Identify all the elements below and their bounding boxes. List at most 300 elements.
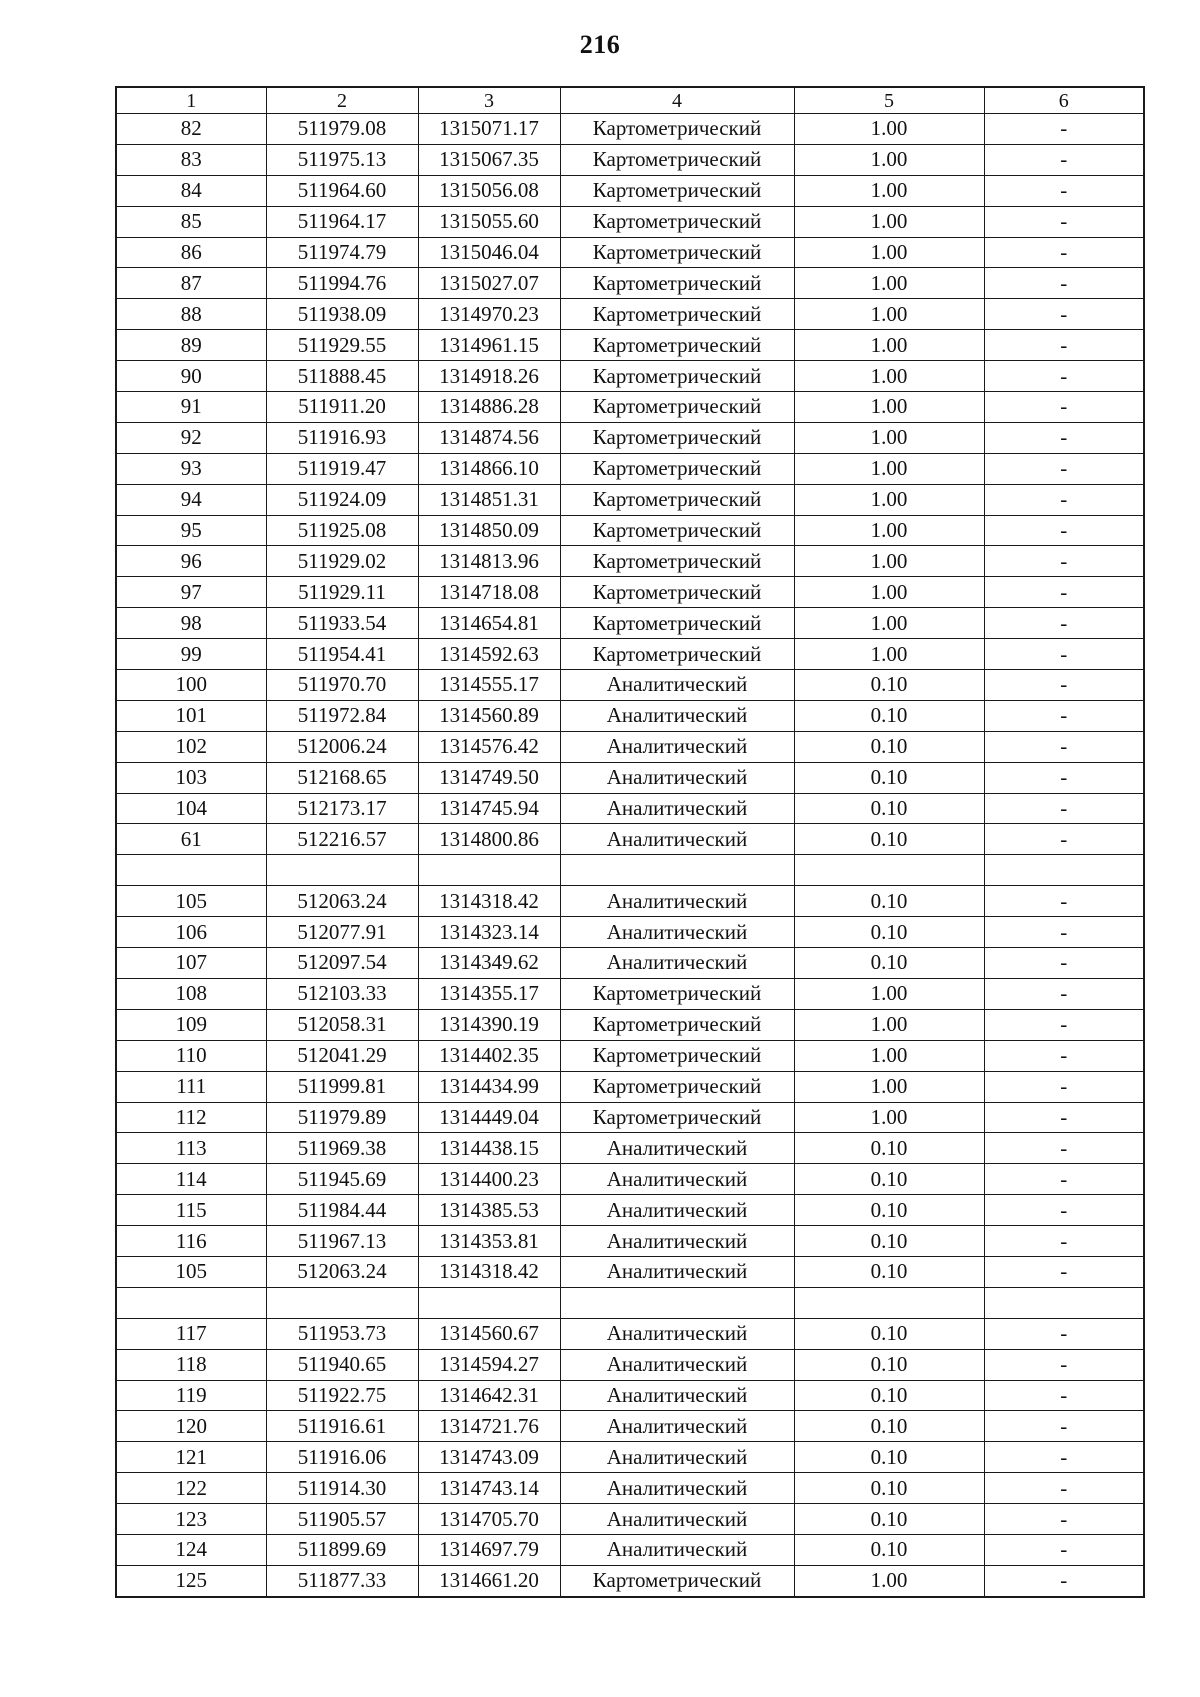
x-coordinate-cell: 512173.17: [266, 793, 418, 824]
accuracy-cell: 0.10: [794, 1164, 984, 1195]
point-number-cell: 99: [116, 639, 266, 670]
point-number-cell: 108: [116, 978, 266, 1009]
method-cell: Аналитический: [560, 1473, 794, 1504]
x-coordinate-cell: 511911.20: [266, 392, 418, 423]
table-row: [116, 484, 1144, 515]
point-number-cell: 125: [116, 1565, 266, 1596]
table-row: [116, 1349, 1144, 1380]
y-coordinate-cell: 1314642.31: [418, 1380, 560, 1411]
x-coordinate-cell: 512168.65: [266, 762, 418, 793]
point-number-cell: [116, 855, 266, 886]
x-coordinate-cell: 511972.84: [266, 700, 418, 731]
point-number-cell: 110: [116, 1040, 266, 1071]
accuracy-cell: 1.00: [794, 268, 984, 299]
point-number-cell: 82: [116, 114, 266, 145]
table-row: [116, 731, 1144, 762]
method-cell: Аналитический: [560, 1226, 794, 1257]
y-coordinate-cell: 1314874.56: [418, 422, 560, 453]
note-cell: -: [984, 1226, 1144, 1257]
note-cell: -: [984, 639, 1144, 670]
note-cell: -: [984, 1256, 1144, 1287]
accuracy-cell: 1.00: [794, 206, 984, 237]
x-coordinate-cell: 511979.89: [266, 1102, 418, 1133]
table-row: [116, 917, 1144, 948]
table-row: [116, 114, 1144, 145]
method-cell: Картометрический: [560, 175, 794, 206]
table-row: [116, 392, 1144, 423]
table-row: [116, 824, 1144, 855]
note-cell: -: [984, 700, 1144, 731]
note-cell: -: [984, 948, 1144, 979]
accuracy-cell: 1.00: [794, 453, 984, 484]
note-cell: -: [984, 978, 1144, 1009]
note-cell: -: [984, 175, 1144, 206]
accuracy-cell: 0.10: [794, 700, 984, 731]
accuracy-cell: 0.10: [794, 1349, 984, 1380]
y-coordinate-cell: [418, 855, 560, 886]
point-number-cell: [116, 1287, 266, 1318]
accuracy-cell: 1.00: [794, 237, 984, 268]
accuracy-cell: 1.00: [794, 175, 984, 206]
table-row: [116, 299, 1144, 330]
point-number-cell: 97: [116, 577, 266, 608]
x-coordinate-cell: 512063.24: [266, 1256, 418, 1287]
y-coordinate-cell: 1314385.53: [418, 1195, 560, 1226]
method-cell: Аналитический: [560, 1164, 794, 1195]
table-row: [116, 793, 1144, 824]
note-cell: -: [984, 1195, 1144, 1226]
note-cell: -: [984, 1411, 1144, 1442]
note-cell: -: [984, 1318, 1144, 1349]
x-coordinate-cell: 511916.06: [266, 1442, 418, 1473]
point-number-cell: 103: [116, 762, 266, 793]
accuracy-cell: 1.00: [794, 1009, 984, 1040]
table-row: [116, 1133, 1144, 1164]
table-row: [116, 1102, 1144, 1133]
y-coordinate-cell: 1315071.17: [418, 114, 560, 145]
x-coordinate-cell: 511970.70: [266, 670, 418, 701]
note-cell: -: [984, 237, 1144, 268]
note-cell: -: [984, 1504, 1144, 1535]
y-coordinate-cell: 1315046.04: [418, 237, 560, 268]
point-number-cell: 122: [116, 1473, 266, 1504]
method-cell: Аналитический: [560, 700, 794, 731]
point-number-cell: 85: [116, 206, 266, 237]
y-coordinate-cell: 1314654.81: [418, 608, 560, 639]
table-row: [116, 1565, 1144, 1596]
table-row: [116, 1380, 1144, 1411]
method-cell: Аналитический: [560, 1133, 794, 1164]
x-coordinate-cell: 511975.13: [266, 144, 418, 175]
y-coordinate-cell: 1314721.76: [418, 1411, 560, 1442]
y-coordinate-cell: 1315027.07: [418, 268, 560, 299]
x-coordinate-cell: 511925.08: [266, 515, 418, 546]
x-coordinate-cell: [266, 1287, 418, 1318]
method-cell: Аналитический: [560, 824, 794, 855]
accuracy-cell: 0.10: [794, 670, 984, 701]
point-number-cell: 105: [116, 1256, 266, 1287]
accuracy-cell: 1.00: [794, 114, 984, 145]
point-number-cell: 124: [116, 1534, 266, 1565]
note-cell: -: [984, 1009, 1144, 1040]
method-cell: Картометрический: [560, 144, 794, 175]
method-cell: Аналитический: [560, 1442, 794, 1473]
y-coordinate-cell: 1314353.81: [418, 1226, 560, 1257]
method-cell: Картометрический: [560, 639, 794, 670]
method-cell: Картометрический: [560, 1071, 794, 1102]
x-coordinate-cell: 511964.60: [266, 175, 418, 206]
x-coordinate-cell: 511953.73: [266, 1318, 418, 1349]
point-number-cell: 117: [116, 1318, 266, 1349]
x-coordinate-cell: 512216.57: [266, 824, 418, 855]
point-number-cell: 105: [116, 886, 266, 917]
table-row: [116, 268, 1144, 299]
table-row: [116, 608, 1144, 639]
column-header: 1: [116, 87, 266, 114]
note-cell: -: [984, 577, 1144, 608]
y-coordinate-cell: 1314402.35: [418, 1040, 560, 1071]
point-number-cell: 93: [116, 453, 266, 484]
method-cell: Аналитический: [560, 1380, 794, 1411]
x-coordinate-cell: 511922.75: [266, 1380, 418, 1411]
column-header: 5: [794, 87, 984, 114]
accuracy-cell: 0.10: [794, 1380, 984, 1411]
x-coordinate-cell: 511954.41: [266, 639, 418, 670]
point-number-cell: 83: [116, 144, 266, 175]
note-cell: -: [984, 361, 1144, 392]
method-cell: [560, 1287, 794, 1318]
table-row: [116, 422, 1144, 453]
y-coordinate-cell: 1314918.26: [418, 361, 560, 392]
method-cell: Картометрический: [560, 206, 794, 237]
table-row: [116, 1164, 1144, 1195]
note-cell: -: [984, 1040, 1144, 1071]
x-coordinate-cell: 511945.69: [266, 1164, 418, 1195]
point-number-cell: 116: [116, 1226, 266, 1257]
method-cell: Картометрический: [560, 1009, 794, 1040]
method-cell: Картометрический: [560, 1565, 794, 1596]
y-coordinate-cell: 1314850.09: [418, 515, 560, 546]
note-cell: -: [984, 793, 1144, 824]
y-coordinate-cell: 1314592.63: [418, 639, 560, 670]
y-coordinate-cell: 1314555.17: [418, 670, 560, 701]
y-coordinate-cell: 1314449.04: [418, 1102, 560, 1133]
point-number-cell: 112: [116, 1102, 266, 1133]
x-coordinate-cell: 511914.30: [266, 1473, 418, 1504]
x-coordinate-cell: 511967.13: [266, 1226, 418, 1257]
point-number-cell: 101: [116, 700, 266, 731]
accuracy-cell: 0.10: [794, 1318, 984, 1349]
x-coordinate-cell: 511929.02: [266, 546, 418, 577]
point-number-cell: 119: [116, 1380, 266, 1411]
point-number-cell: 115: [116, 1195, 266, 1226]
accuracy-cell: 0.10: [794, 1504, 984, 1535]
accuracy-cell: 0.10: [794, 1534, 984, 1565]
x-coordinate-cell: 511877.33: [266, 1565, 418, 1596]
table-row: [116, 144, 1144, 175]
method-cell: Картометрический: [560, 392, 794, 423]
table-row: [116, 1256, 1144, 1287]
point-number-cell: 121: [116, 1442, 266, 1473]
note-cell: -: [984, 1442, 1144, 1473]
note-cell: -: [984, 1071, 1144, 1102]
x-coordinate-cell: 511916.61: [266, 1411, 418, 1442]
method-cell: Аналитический: [560, 1349, 794, 1380]
x-coordinate-cell: 511888.45: [266, 361, 418, 392]
accuracy-cell: 0.10: [794, 917, 984, 948]
y-coordinate-cell: 1314438.15: [418, 1133, 560, 1164]
x-coordinate-cell: 511929.11: [266, 577, 418, 608]
accuracy-cell: 1.00: [794, 639, 984, 670]
y-coordinate-cell: 1315067.35: [418, 144, 560, 175]
point-number-cell: 89: [116, 330, 266, 361]
table-row: [116, 1534, 1144, 1565]
x-coordinate-cell: 511929.55: [266, 330, 418, 361]
accuracy-cell: 0.10: [794, 793, 984, 824]
y-coordinate-cell: [418, 1287, 560, 1318]
x-coordinate-cell: [266, 855, 418, 886]
accuracy-cell: 0.10: [794, 731, 984, 762]
method-cell: Аналитический: [560, 1256, 794, 1287]
point-number-cell: 90: [116, 361, 266, 392]
note-cell: -: [984, 422, 1144, 453]
accuracy-cell: 0.10: [794, 824, 984, 855]
accuracy-cell: 0.10: [794, 1256, 984, 1287]
x-coordinate-cell: 511916.93: [266, 422, 418, 453]
accuracy-cell: 1.00: [794, 1040, 984, 1071]
note-cell: -: [984, 1133, 1144, 1164]
note-cell: -: [984, 608, 1144, 639]
accuracy-cell: 1.00: [794, 546, 984, 577]
method-cell: [560, 855, 794, 886]
table-row: [116, 1040, 1144, 1071]
note-cell: -: [984, 1534, 1144, 1565]
point-number-cell: 86: [116, 237, 266, 268]
coordinates-table-body: [116, 87, 1144, 1597]
y-coordinate-cell: 1314705.70: [418, 1504, 560, 1535]
table-row: [116, 1009, 1144, 1040]
table-row: [116, 700, 1144, 731]
accuracy-cell: 1.00: [794, 608, 984, 639]
method-cell: Картометрический: [560, 1102, 794, 1133]
table-row: [116, 670, 1144, 701]
x-coordinate-cell: 511969.38: [266, 1133, 418, 1164]
note-cell: -: [984, 114, 1144, 145]
method-cell: Картометрический: [560, 453, 794, 484]
point-number-cell: 118: [116, 1349, 266, 1380]
method-cell: Аналитический: [560, 1504, 794, 1535]
method-cell: Аналитический: [560, 1195, 794, 1226]
accuracy-cell: 0.10: [794, 1442, 984, 1473]
y-coordinate-cell: 1314697.79: [418, 1534, 560, 1565]
x-coordinate-cell: 512058.31: [266, 1009, 418, 1040]
accuracy-cell: 1.00: [794, 978, 984, 1009]
note-cell: -: [984, 546, 1144, 577]
x-coordinate-cell: 511933.54: [266, 608, 418, 639]
method-cell: Аналитический: [560, 948, 794, 979]
accuracy-cell: 0.10: [794, 1226, 984, 1257]
y-coordinate-cell: 1314355.17: [418, 978, 560, 1009]
method-cell: Картометрический: [560, 515, 794, 546]
accuracy-cell: 1.00: [794, 1102, 984, 1133]
note-cell: -: [984, 330, 1144, 361]
accuracy-cell: 1.00: [794, 515, 984, 546]
column-header: 4: [560, 87, 794, 114]
x-coordinate-cell: 511905.57: [266, 1504, 418, 1535]
table-row: [116, 978, 1144, 1009]
table-row: [116, 1226, 1144, 1257]
y-coordinate-cell: 1314318.42: [418, 1256, 560, 1287]
y-coordinate-cell: 1314743.14: [418, 1473, 560, 1504]
table-row: [116, 855, 1144, 886]
table-row: [116, 1411, 1144, 1442]
accuracy-cell: 0.10: [794, 948, 984, 979]
y-coordinate-cell: 1314749.50: [418, 762, 560, 793]
accuracy-cell: 0.10: [794, 886, 984, 917]
column-header: 2: [266, 87, 418, 114]
method-cell: Картометрический: [560, 1040, 794, 1071]
accuracy-cell: 0.10: [794, 1133, 984, 1164]
x-coordinate-cell: 511964.17: [266, 206, 418, 237]
point-number-cell: 91: [116, 392, 266, 423]
note-cell: -: [984, 515, 1144, 546]
method-cell: Картометрический: [560, 237, 794, 268]
note-cell: -: [984, 1102, 1144, 1133]
note-cell: -: [984, 886, 1144, 917]
table-row: [116, 577, 1144, 608]
y-coordinate-cell: 1314961.15: [418, 330, 560, 361]
accuracy-cell: 1.00: [794, 392, 984, 423]
y-coordinate-cell: 1314323.14: [418, 917, 560, 948]
note-cell: -: [984, 731, 1144, 762]
point-number-cell: 95: [116, 515, 266, 546]
method-cell: Картометрический: [560, 361, 794, 392]
y-coordinate-cell: 1314743.09: [418, 1442, 560, 1473]
note-cell: -: [984, 824, 1144, 855]
x-coordinate-cell: 511899.69: [266, 1534, 418, 1565]
method-cell: Аналитический: [560, 886, 794, 917]
accuracy-cell: 1.00: [794, 144, 984, 175]
note-cell: -: [984, 299, 1144, 330]
table-row: [116, 762, 1144, 793]
accuracy-cell: 1.00: [794, 330, 984, 361]
point-number-cell: 96: [116, 546, 266, 577]
table-row: [116, 1504, 1144, 1535]
table-row: [116, 1287, 1144, 1318]
method-cell: Аналитический: [560, 793, 794, 824]
y-coordinate-cell: 1314349.62: [418, 948, 560, 979]
note-cell: -: [984, 670, 1144, 701]
y-coordinate-cell: 1314886.28: [418, 392, 560, 423]
table-row: [116, 453, 1144, 484]
table-row: [116, 206, 1144, 237]
column-header: 3: [418, 87, 560, 114]
point-number-cell: 61: [116, 824, 266, 855]
table-row: [116, 361, 1144, 392]
x-coordinate-cell: 512097.54: [266, 948, 418, 979]
accuracy-cell: 1.00: [794, 484, 984, 515]
note-cell: -: [984, 484, 1144, 515]
y-coordinate-cell: 1314400.23: [418, 1164, 560, 1195]
y-coordinate-cell: 1314576.42: [418, 731, 560, 762]
point-number-cell: 102: [116, 731, 266, 762]
x-coordinate-cell: 511999.81: [266, 1071, 418, 1102]
note-cell: -: [984, 268, 1144, 299]
note-cell: -: [984, 392, 1144, 423]
point-number-cell: 114: [116, 1164, 266, 1195]
method-cell: Картометрический: [560, 978, 794, 1009]
y-coordinate-cell: 1315055.60: [418, 206, 560, 237]
table-row: [116, 886, 1144, 917]
note-cell: -: [984, 1565, 1144, 1596]
point-number-cell: 92: [116, 422, 266, 453]
table-row: [116, 175, 1144, 206]
method-cell: Аналитический: [560, 1534, 794, 1565]
note-cell: -: [984, 1164, 1144, 1195]
note-cell: -: [984, 762, 1144, 793]
accuracy-cell: 1.00: [794, 1071, 984, 1102]
point-number-cell: 120: [116, 1411, 266, 1442]
note-cell: -: [984, 453, 1144, 484]
point-number-cell: 109: [116, 1009, 266, 1040]
method-cell: Аналитический: [560, 670, 794, 701]
method-cell: Картометрический: [560, 608, 794, 639]
note-cell: -: [984, 1380, 1144, 1411]
table-row: [116, 330, 1144, 361]
method-cell: Аналитический: [560, 1411, 794, 1442]
accuracy-cell: 1.00: [794, 361, 984, 392]
method-cell: Аналитический: [560, 762, 794, 793]
method-cell: Картометрический: [560, 299, 794, 330]
point-number-cell: 113: [116, 1133, 266, 1164]
method-cell: Картометрический: [560, 577, 794, 608]
accuracy-cell: 0.10: [794, 1411, 984, 1442]
table-row: [116, 1071, 1144, 1102]
column-header: 6: [984, 87, 1144, 114]
y-coordinate-cell: 1314866.10: [418, 453, 560, 484]
point-number-cell: 123: [116, 1504, 266, 1535]
method-cell: Аналитический: [560, 731, 794, 762]
accuracy-cell: 0.10: [794, 762, 984, 793]
y-coordinate-cell: 1314813.96: [418, 546, 560, 577]
point-number-cell: 98: [116, 608, 266, 639]
method-cell: Картометрический: [560, 546, 794, 577]
x-coordinate-cell: 511924.09: [266, 484, 418, 515]
table-row: [116, 639, 1144, 670]
x-coordinate-cell: 511984.44: [266, 1195, 418, 1226]
page-number: 216: [579, 30, 621, 59]
point-number-cell: 111: [116, 1071, 266, 1102]
note-cell: -: [984, 206, 1144, 237]
accuracy-cell: 1.00: [794, 422, 984, 453]
x-coordinate-cell: 511938.09: [266, 299, 418, 330]
point-number-cell: 84: [116, 175, 266, 206]
coordinates-table: [115, 86, 1145, 1598]
y-coordinate-cell: 1314434.99: [418, 1071, 560, 1102]
x-coordinate-cell: 511919.47: [266, 453, 418, 484]
point-number-cell: 107: [116, 948, 266, 979]
y-coordinate-cell: 1314318.42: [418, 886, 560, 917]
table-row: [116, 237, 1144, 268]
table-row: [116, 1318, 1144, 1349]
table-row: [116, 1195, 1144, 1226]
x-coordinate-cell: 512063.24: [266, 886, 418, 917]
note-cell: [984, 1287, 1144, 1318]
x-coordinate-cell: 512103.33: [266, 978, 418, 1009]
accuracy-cell: [794, 1287, 984, 1318]
note-cell: -: [984, 1349, 1144, 1380]
method-cell: Картометрический: [560, 422, 794, 453]
